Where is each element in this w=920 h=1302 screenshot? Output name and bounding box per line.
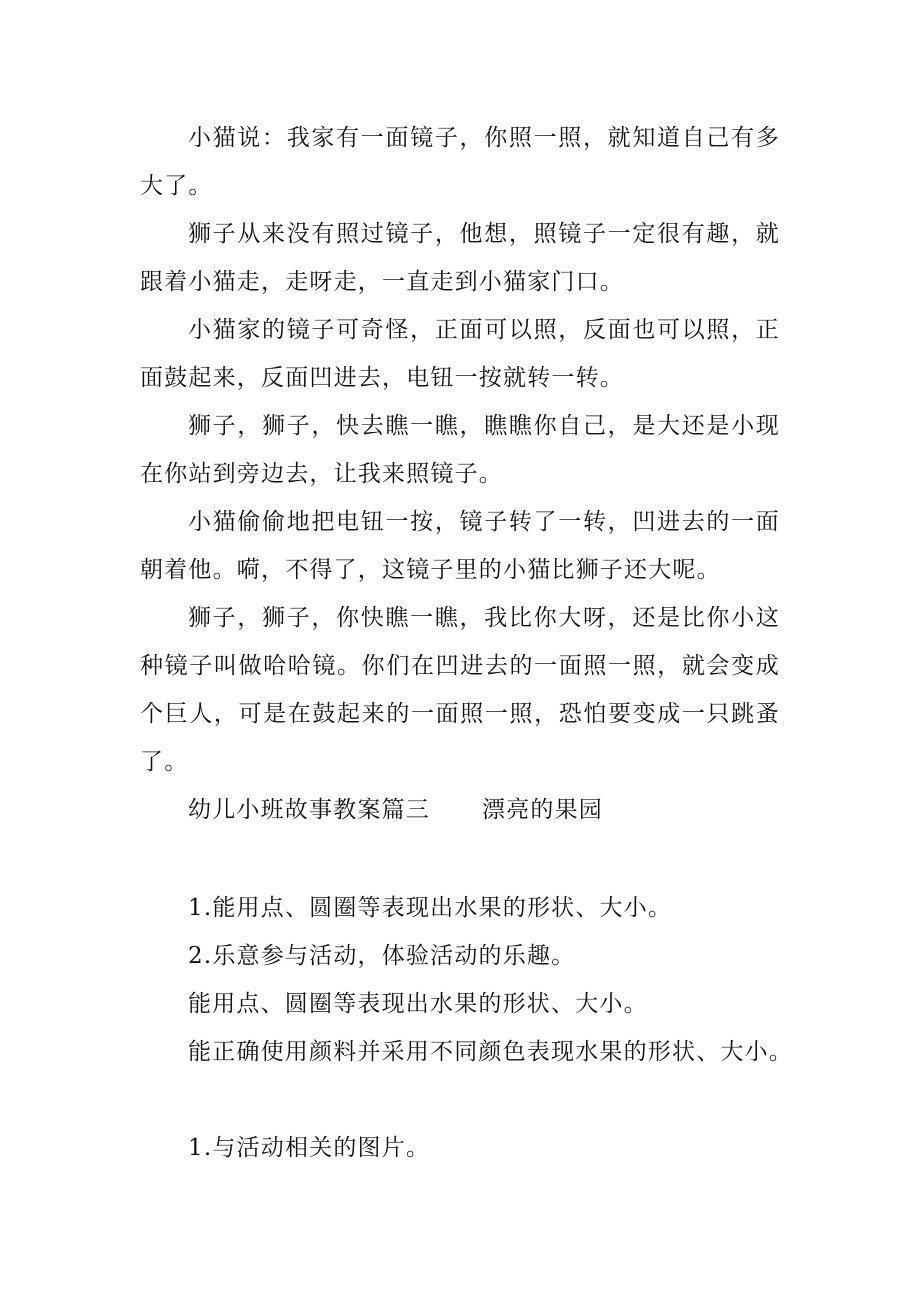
- difficult-point: 能正确使用颜料并采用不同颜色表现水果的形状、大小。: [188, 1039, 793, 1065]
- goal-item-2: 2.乐意参与活动，体验活动的乐趣。: [188, 943, 576, 969]
- material-item-1: 1.与活动相关的图片。: [188, 1135, 431, 1161]
- goal-item-1: 1.能用点、圆圈等表现出水果的形状、大小。: [188, 895, 673, 921]
- story-paragraph-3: 小猫家的镜子可奇怪，正面可以照，反面也可以照，正面鼓起来，反面凹进去，电钮一按就转一转。: [140, 317, 780, 391]
- section-heading: [188, 786, 603, 834]
- story-paragraph-5: 小猫偷偷地把电钮一按，镜子转了一转，凹进去的一面朝着他。嗬，不得了，这镜子里的小猫比狮子还大呢。: [140, 509, 780, 583]
- section-heading-subtitle: 漂亮的果园: [482, 797, 603, 823]
- story-paragraph-1: 小猫说：我家有一面镜子，你照一照，就知道自己有多大了。: [140, 125, 780, 199]
- key-point: 能用点、圆圈等表现出水果的形状、大小。: [188, 991, 648, 1017]
- section-heading-title: 幼儿小班故事教案篇三: [188, 797, 430, 823]
- story-paragraph-6: 狮子，狮子，你快瞧一瞧，我比你大呀，还是比你小这种镜子叫做哈哈镜。你们在凹进去的一面照一照，就会变成个巨人，可是在鼓起来的一面照一照，恐怕要变成一只跳蚤了。: [140, 605, 780, 775]
- story-paragraph-2: 狮子从来没有照过镜子，他想，照镜子一定很有趣，就跟着小猫走，走呀走，一直走到小猫家门口。: [140, 221, 780, 295]
- story-paragraph-4: 狮子，狮子，快去瞧一瞧，瞧瞧你自己，是大还是小现在你站到旁边去，让我来照镜子。: [140, 413, 780, 487]
